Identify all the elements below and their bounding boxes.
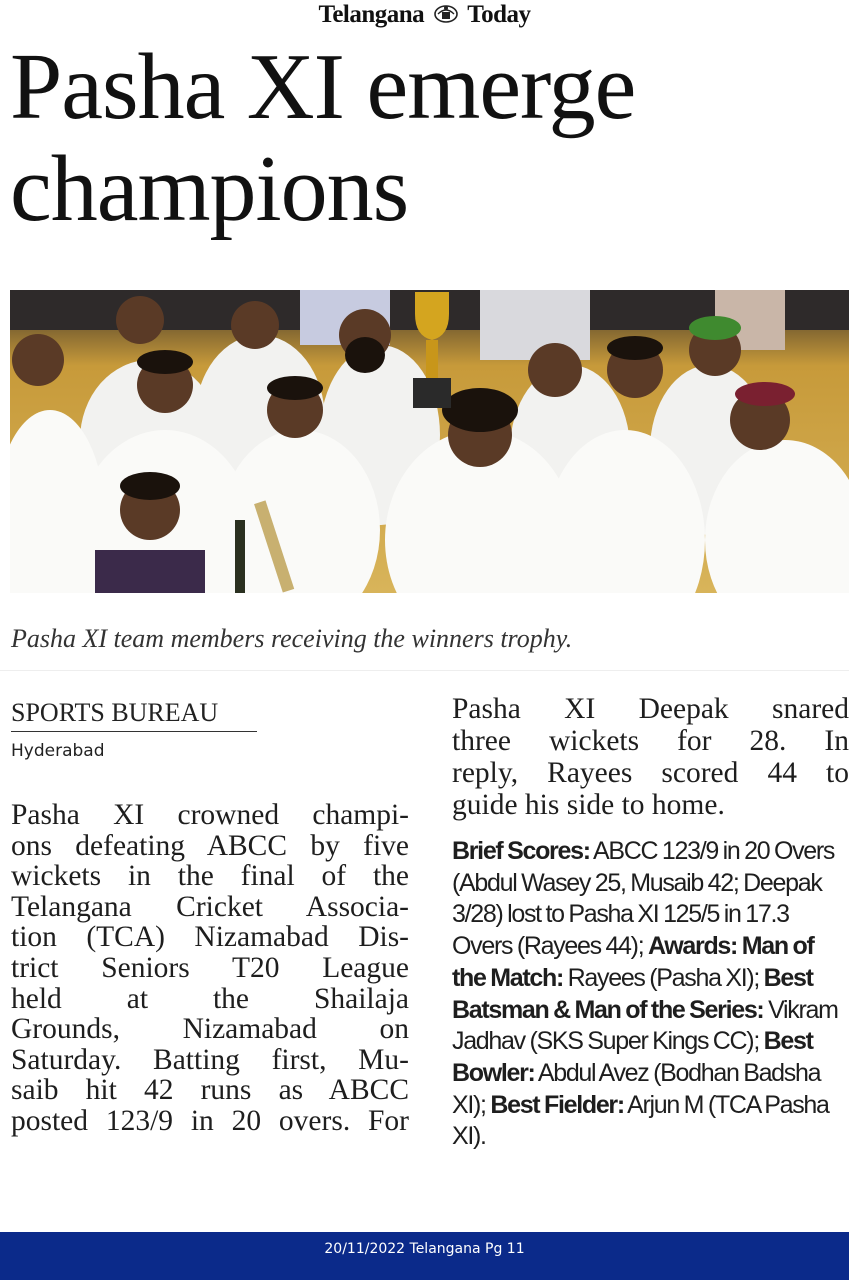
body-line: Pasha XI Deepak snared	[452, 693, 849, 725]
article-body-left	[11, 800, 409, 1137]
best-bowler-text: Abdul Avez (Bodhan Badsha XI);	[452, 1058, 821, 1119]
masthead-left: Telangana	[318, 1, 425, 28]
divider	[0, 670, 849, 671]
awards-label: Awards:	[647, 932, 738, 961]
body-line: tion (TCA) Nizamabad Dis-	[11, 921, 409, 954]
byline: SPORTS BUREAU	[11, 697, 257, 732]
body-line: held at the Shailaja	[11, 982, 409, 1015]
body-line: reply, Rayees scored 44 to	[452, 757, 849, 789]
body-line: Saturday. Batting first, Mu-	[11, 1043, 409, 1076]
headline-line-2: champions	[10, 137, 409, 241]
best-fielder-label: Best Fielder:	[490, 1090, 624, 1119]
headline	[10, 36, 840, 240]
best-batsman-text: Vikram Jadhav (SKS Super Kings CC);	[452, 995, 838, 1056]
brief-scores	[452, 836, 849, 1153]
best-fielder-text: Arjun M (TCA Pasha XI).	[452, 1090, 829, 1151]
body-line: Grounds, Nizamabad on	[11, 1013, 409, 1046]
brief-scores-label: Brief Scores:	[452, 837, 590, 865]
dateline: Hyderabad	[11, 741, 105, 761]
headline-line-1: Pasha XI emerge	[10, 35, 636, 139]
body-line: posted 123/9 in 20 overs. For	[11, 1104, 409, 1137]
body-line: Telangana Cricket Associa-	[11, 890, 409, 923]
photo-caption: Pasha XI team members receiving the winners trophy.	[11, 624, 573, 653]
man-of-the-match-text: Rayees (Pasha XI);	[563, 963, 764, 992]
masthead-right: Today	[467, 1, 531, 28]
body-line: Pasha XI crowned champi-	[11, 799, 409, 831]
body-line: saib hit 42 runs as ABCC	[11, 1074, 409, 1107]
footer-bar	[0, 1232, 849, 1280]
newspaper-emblem-icon	[433, 1, 459, 31]
body-line: ons defeating ABCC by five	[11, 829, 409, 862]
best-bowler-label: Best Bowler:	[452, 1027, 813, 1087]
body-line: three wickets for 28. In	[452, 725, 849, 757]
team-photo	[10, 290, 849, 593]
man-of-the-match-label: Man of the Match:	[452, 932, 814, 992]
article-body-right	[452, 693, 849, 821]
footer-text: 20/11/2022 Telangana Pg 11	[324, 1241, 525, 1257]
masthead	[0, 0, 849, 34]
body-line: guide his side to home.	[452, 789, 725, 821]
brief-scores-text: ABCC 123/9 in 20 Overs (Abdul Wasey 25, Musaib 42; Deepak 3/28) lost to Pasha XI 125/5 in 17.3 Overs (Rayees 44);	[452, 837, 835, 961]
body-line: wickets in the final of the	[11, 860, 409, 893]
best-batsman-label: Best Batsman & Man of the Series:	[452, 963, 813, 1024]
body-line: trict Seniors T20 League	[11, 951, 409, 984]
